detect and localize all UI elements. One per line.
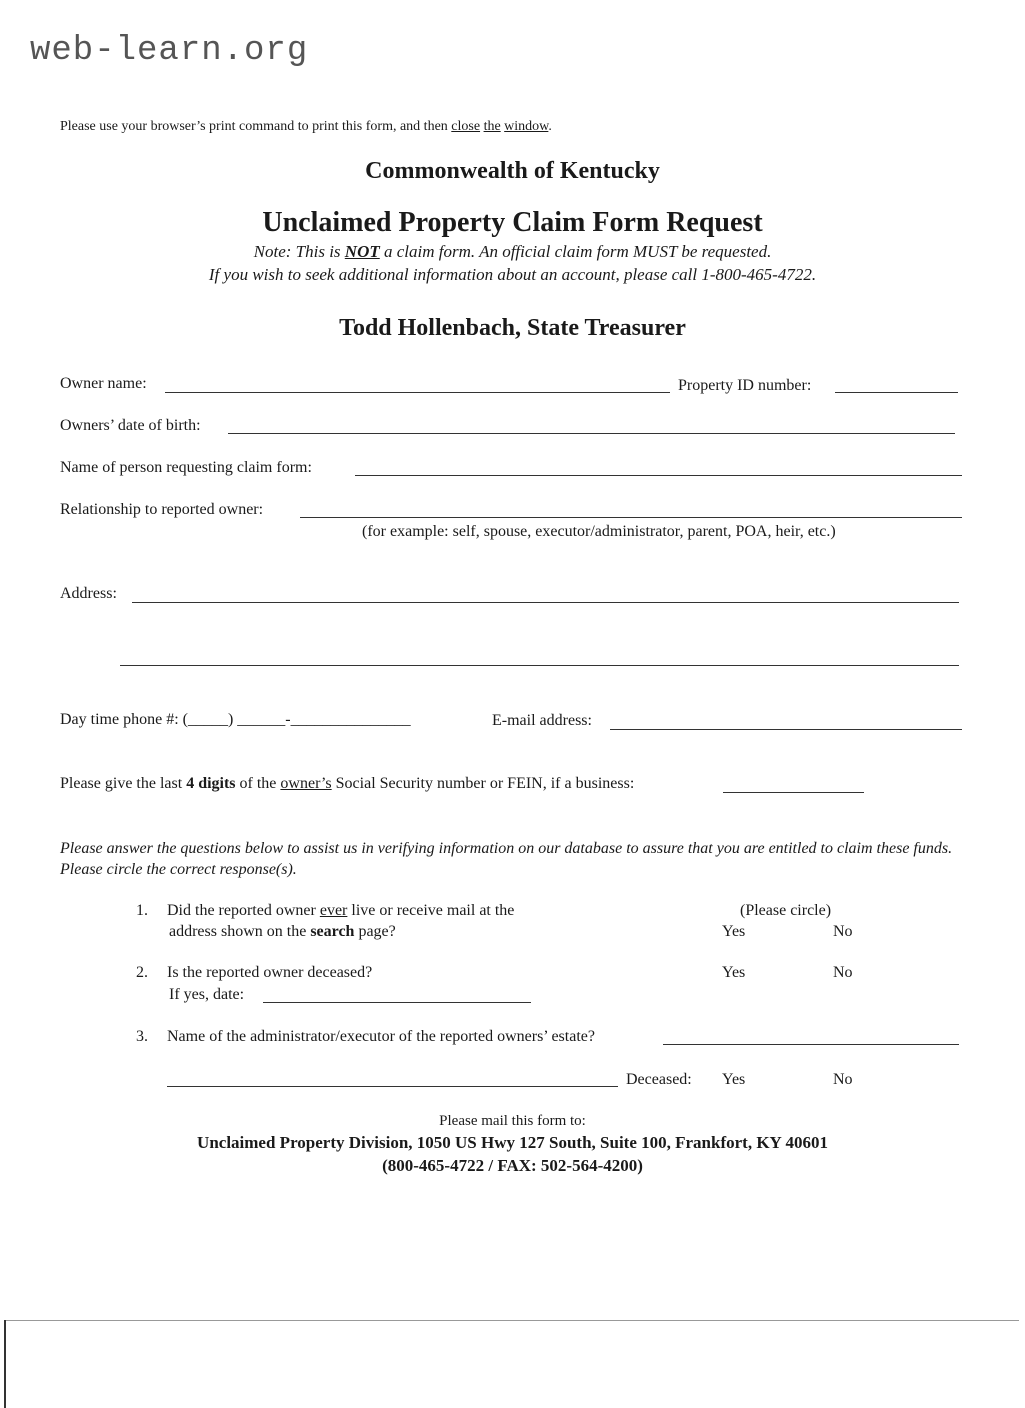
mail-label: Please mail this form to:: [439, 1113, 586, 1129]
relationship-hint: (for example: self, spouse, executor/administrator, parent, POA, heir, etc.): [362, 523, 836, 540]
q3-yes-option[interactable]: Yes: [722, 1071, 746, 1088]
q1-search: search: [310, 923, 355, 940]
page-title: Unclaimed Property Claim Form Request: [262, 207, 763, 238]
dob-field[interactable]: [228, 433, 955, 434]
info-line: If you wish to seek additional information about an account, please call 1-800-465-4722.: [208, 265, 817, 284]
instruction-text: Please use your browser’s print command to print this form, and then: [60, 119, 452, 134]
relationship-field[interactable]: [300, 517, 962, 518]
ssn-owner: owner’s: [280, 775, 332, 792]
q3-no-option[interactable]: No: [833, 1071, 853, 1088]
q1-text-a: Did the reported owner: [167, 902, 320, 919]
phone-field[interactable]: Day time phone #: (_____) ______-_______________: [60, 711, 411, 728]
q2-yes-option[interactable]: Yes: [722, 964, 746, 981]
treasurer-heading: Todd Hollenbach, State Treasurer: [339, 315, 686, 341]
the-link[interactable]: the: [483, 119, 501, 134]
q1-yes-option[interactable]: Yes: [722, 923, 746, 940]
q2-date-field[interactable]: [263, 1002, 531, 1003]
mail-address: Unclaimed Property Division, 1050 US Hwy 127 South, Suite 100, Frankfort, KY 40601: [197, 1133, 828, 1152]
scan-edge-horizontal: [4, 1320, 1019, 1321]
watermark: web-learn.org: [30, 32, 309, 70]
q2-number: 2.: [136, 964, 148, 981]
q1-text-d: page?: [354, 923, 396, 940]
address-field-2[interactable]: [120, 665, 959, 666]
email-field[interactable]: [610, 729, 962, 730]
owner-name-label: Owner name:: [60, 375, 147, 392]
q2-line1: Is the reported owner deceased?: [167, 964, 373, 981]
ssn-prefix: Please give the last: [60, 775, 187, 792]
q1-line2: [169, 923, 396, 941]
print-instruction: [60, 119, 552, 135]
ssn-label: [60, 775, 634, 793]
q1-ever: ever: [319, 902, 348, 919]
ssn-field[interactable]: [723, 792, 864, 793]
relationship-label: Relationship to reported owner:: [60, 501, 264, 518]
address-label: Address:: [60, 585, 117, 602]
q1-line1: [167, 902, 514, 920]
note-suffix: a claim form. An official claim form MUST be requested.: [379, 242, 772, 261]
q3-number: 3.: [136, 1028, 148, 1045]
q2-date-label: If yes, date:: [169, 986, 245, 1003]
property-id-label: Property ID number:: [678, 377, 812, 394]
q3-executor-field[interactable]: [663, 1044, 959, 1045]
close-link[interactable]: close: [451, 119, 481, 134]
q3-line1: Name of the administrator/executor of the reported owners’ estate?: [167, 1028, 595, 1045]
note-prefix: Note: This is: [253, 242, 345, 261]
q1-no-option[interactable]: No: [833, 923, 853, 940]
instruction-suffix: .: [548, 119, 552, 134]
mail-phones: (800-465-4722 / FAX: 502-564-4200): [382, 1156, 643, 1175]
property-id-field[interactable]: [835, 392, 958, 393]
requester-field[interactable]: [355, 475, 962, 476]
q3-executor-field-2[interactable]: [167, 1086, 618, 1087]
address-field-1[interactable]: [132, 602, 959, 603]
q1-text-c: address shown on the: [169, 923, 311, 940]
note-emphasis: NOT: [344, 242, 380, 261]
email-label: E-mail address:: [492, 712, 592, 729]
note-line: [0, 242, 1025, 262]
ssn-suffix: Social Security number or FEIN, if a business:: [331, 775, 635, 792]
window-link[interactable]: window: [504, 119, 549, 134]
dob-label: Owners’ date of birth:: [60, 417, 201, 434]
please-circle-label: (Please circle): [740, 902, 832, 919]
requester-label: Name of person requesting claim form:: [60, 459, 312, 476]
q1-number: 1.: [136, 902, 148, 919]
q1-text-b: live or receive mail at the: [347, 902, 515, 919]
q3-deceased-label: Deceased:: [626, 1071, 692, 1088]
owner-name-field[interactable]: [165, 392, 670, 393]
q2-no-option[interactable]: No: [833, 964, 853, 981]
ssn-bold: 4 digits: [186, 775, 236, 792]
ssn-mid: of the: [235, 775, 281, 792]
scan-edge-vertical: [4, 1320, 6, 1408]
questions-intro: Please answer the questions below to assist us in verifying information on our database to assure that you are entitled to claim these funds. Please circle the correct response(s).: [60, 840, 953, 878]
state-heading: Commonwealth of Kentucky: [365, 158, 660, 184]
